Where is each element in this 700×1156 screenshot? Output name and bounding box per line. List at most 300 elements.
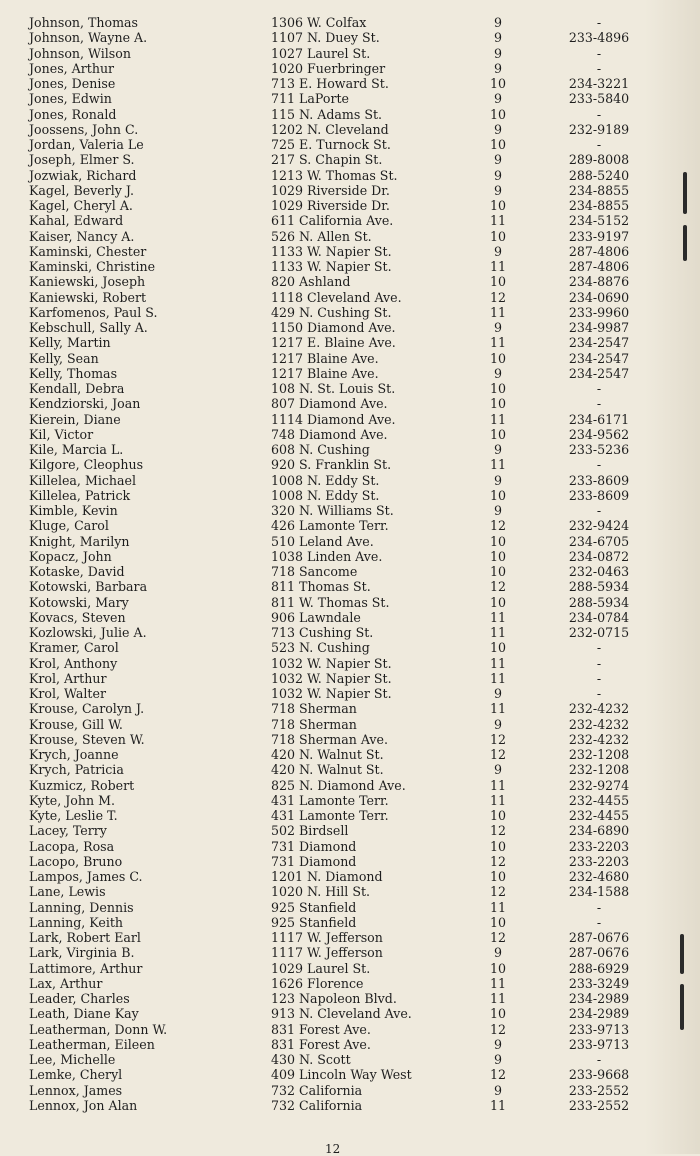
street-address: 431 Lamonte Terr. [271, 792, 389, 808]
grade-level: 12 [489, 853, 507, 869]
phone-number: 232-1208 [568, 747, 630, 762]
directory-row [0, 107, 700, 122]
student-name: Johnson, Thomas [29, 15, 139, 30]
directory-row [0, 869, 700, 884]
directory-row [0, 1067, 700, 1082]
street-address: 713 Cushing St. [271, 625, 374, 640]
phone-number: 234-8855 [568, 198, 630, 213]
student-name: Kovacs, Steven [29, 609, 126, 625]
phone-number: 233-5840 [568, 91, 630, 107]
street-address: 523 N. Cushing [271, 640, 370, 656]
directory-row [0, 320, 700, 335]
phone-number: - [596, 686, 602, 701]
street-address: 732 California [271, 1097, 363, 1113]
street-address: 431 Lamonte Terr. [271, 808, 389, 823]
phone-number: 233-2552 [568, 1097, 630, 1113]
student-name: Lanning, Dennis [29, 899, 134, 915]
street-address: 1008 N. Eddy St. [271, 472, 380, 488]
student-name: Kaminski, Chester [29, 243, 147, 259]
grade-level: 10 [489, 228, 507, 244]
student-name: Krol, Walter [29, 686, 106, 701]
phone-number: 232-0715 [568, 625, 630, 640]
directory-row [0, 945, 700, 960]
student-name: Johnson, Wilson [29, 45, 131, 61]
directory-row [0, 457, 700, 472]
grade-level: 10 [489, 274, 507, 290]
directory-row [0, 991, 700, 1006]
phone-number: 287-0676 [568, 930, 630, 945]
phone-number: 234-6705 [568, 533, 630, 549]
grade-level: 11 [489, 1097, 507, 1113]
phone-number: 232-9424 [568, 518, 630, 534]
street-address: 1029 Riverside Dr. [271, 198, 390, 213]
student-name: Leatherman, Eileen [29, 1036, 155, 1052]
directory-row [0, 122, 700, 137]
grade-level: 12 [489, 518, 507, 534]
student-name: Kopacz, John [29, 548, 112, 564]
phone-number: - [596, 899, 602, 915]
student-name: Killelea, Patrick [29, 487, 131, 503]
phone-number: 234-8876 [568, 274, 630, 290]
street-address: 811 W. Thomas St. [271, 594, 390, 610]
student-name: Kaniewski, Joseph [29, 274, 146, 290]
student-name: Lax, Arthur [29, 975, 103, 991]
phone-number: 288-5934 [568, 594, 630, 610]
student-name: Joseph, Elmer S. [29, 152, 135, 168]
phone-number: 232-4455 [568, 792, 630, 808]
grade-level: 9 [493, 1082, 502, 1098]
student-name: Kendziorski, Joan [29, 396, 141, 412]
student-name: Kilgore, Cleophus [29, 457, 144, 473]
phone-number: - [596, 1052, 602, 1067]
student-name: Kaniewski, Robert [29, 289, 147, 305]
grade-level: 12 [489, 731, 507, 747]
grade-level: 9 [493, 45, 502, 61]
student-name: Kendall, Debra [29, 381, 125, 396]
phone-number: - [596, 503, 602, 518]
grade-level: 12 [489, 884, 507, 900]
directory-row [0, 244, 700, 259]
student-name: Lane, Lewis [29, 884, 106, 900]
phone-number: 234-2989 [568, 991, 630, 1006]
student-name: Lacopa, Rosa [29, 838, 115, 854]
student-name: Kyte, John M. [29, 792, 115, 808]
student-name: Kebschull, Sally A. [29, 320, 148, 335]
margin-mark [680, 934, 684, 974]
directory-row [0, 625, 700, 640]
grade-level: 11 [489, 792, 507, 808]
street-address: 748 Diamond Ave. [271, 426, 388, 442]
street-address: 831 Forest Ave. [271, 1036, 371, 1052]
grade-level: 11 [489, 411, 507, 427]
street-address: 409 Lincoln Way West [271, 1067, 412, 1083]
phone-number: 233-9713 [568, 1036, 630, 1052]
directory-row [0, 381, 700, 396]
directory-row [0, 183, 700, 198]
directory-row [0, 213, 700, 228]
street-address: 1032 W. Napier St. [271, 655, 392, 671]
directory-row [0, 671, 700, 686]
student-name: Lee, Michelle [29, 1052, 116, 1067]
student-name: Karfomenos, Paul S. [29, 304, 158, 320]
grade-level: 11 [489, 670, 507, 686]
margin-mark [680, 984, 684, 1030]
phone-number: - [596, 396, 602, 412]
grade-level: 9 [493, 15, 502, 30]
student-name: Kil, Victor [29, 426, 94, 442]
directory-row [0, 442, 700, 457]
grade-level: 9 [493, 167, 502, 183]
student-name: Kimble, Kevin [29, 503, 118, 518]
grade-level: 10 [489, 808, 507, 823]
directory-row [0, 839, 700, 854]
grade-level: 12 [489, 1067, 507, 1083]
street-address: 510 Leland Ave. [271, 533, 374, 549]
phone-number: 287-4806 [568, 259, 630, 274]
phone-number: 232-9189 [568, 121, 630, 137]
directory-row [0, 290, 700, 305]
street-address: 123 Napoleon Blvd. [271, 991, 397, 1006]
street-address: 1202 N. Cleveland [271, 121, 389, 137]
student-name: Kuzmicz, Robert [29, 777, 135, 793]
student-name: Leader, Charles [29, 991, 130, 1006]
phone-number: 232-4232 [568, 701, 630, 717]
grade-level: 9 [493, 472, 502, 488]
street-address: 1118 Cleveland Ave. [271, 289, 402, 305]
student-name: Jones, Arthur [29, 60, 115, 76]
street-address: 1217 E. Blaine Ave. [271, 335, 396, 351]
grade-level: 11 [489, 335, 507, 351]
directory-row [0, 351, 700, 366]
grade-level: 11 [489, 975, 507, 991]
grade-level: 10 [489, 640, 507, 656]
grade-level: 12 [489, 1021, 507, 1037]
grade-level: 10 [489, 564, 507, 579]
grade-level: 11 [489, 625, 507, 640]
directory-row [0, 91, 700, 106]
directory-row [0, 1022, 700, 1037]
directory-row [0, 1037, 700, 1052]
directory-row [0, 396, 700, 411]
street-address: 1117 W. Jefferson [271, 930, 383, 945]
student-name: Kierein, Diane [29, 411, 121, 427]
grade-level: 9 [493, 91, 502, 107]
student-name: Lacey, Terry [29, 823, 107, 839]
street-address: 429 N. Cushing St. [271, 304, 392, 320]
grade-level: 12 [489, 579, 507, 595]
street-address: 718 Sherman [271, 701, 357, 717]
street-address: 811 Thomas St. [271, 579, 371, 595]
grade-level: 11 [489, 259, 507, 274]
student-name: Lennox, James [29, 1082, 123, 1098]
directory-row [0, 778, 700, 793]
phone-number: 233-5236 [568, 442, 630, 457]
street-address: 1029 Laurel St. [271, 960, 371, 976]
street-address: 1027 Laurel St. [271, 45, 371, 61]
grade-level: 11 [489, 899, 507, 915]
directory-row [0, 610, 700, 625]
margin-mark [683, 172, 687, 214]
street-address: 1150 Diamond Ave. [271, 320, 396, 335]
grade-level: 10 [489, 396, 507, 412]
directory-row [0, 473, 700, 488]
street-address: 217 S. Chapin St. [271, 152, 383, 168]
street-address: 1306 W. Colfax [271, 15, 367, 30]
directory-row [0, 1052, 700, 1067]
student-name: Joossens, John C. [29, 121, 139, 137]
directory-row [0, 808, 700, 823]
phone-number: 233-4896 [568, 30, 630, 46]
street-address: 420 N. Walnut St. [271, 762, 384, 778]
grade-level: 11 [489, 457, 507, 473]
street-address: 718 Sherman [271, 716, 357, 732]
directory-row [0, 15, 700, 30]
student-name: Kahal, Edward [29, 213, 124, 229]
student-name: Jones, Ronald [29, 106, 117, 122]
grade-level: 11 [489, 991, 507, 1006]
grade-level: 10 [489, 594, 507, 610]
grade-level: 9 [493, 320, 502, 335]
grade-level: 9 [493, 243, 502, 259]
student-name: Lampos, James C. [29, 869, 143, 884]
grade-level: 9 [493, 945, 502, 961]
phone-number: 287-0676 [568, 945, 630, 961]
street-address: 1038 Linden Ave. [271, 548, 383, 564]
street-address: 1217 Blaine Ave. [271, 350, 379, 366]
phone-number: 233-2552 [568, 1082, 630, 1098]
grade-level: 11 [489, 655, 507, 671]
directory-row [0, 930, 700, 945]
student-name: Johnson, Wayne A. [29, 30, 148, 46]
directory-row [0, 854, 700, 869]
phone-number: 233-9713 [568, 1021, 630, 1037]
student-name: Jones, Denise [29, 76, 116, 91]
grade-level: 12 [489, 930, 507, 945]
grade-level: 10 [489, 548, 507, 564]
directory-row [0, 503, 700, 518]
student-name: Killelea, Michael [29, 472, 137, 488]
street-address: 108 N. St. Louis St. [271, 381, 396, 396]
directory-row [0, 46, 700, 61]
street-address: 1133 W. Napier St. [271, 259, 392, 274]
directory-row [0, 305, 700, 320]
grade-level: 9 [493, 365, 502, 381]
street-address: 526 N. Allen St. [271, 228, 372, 244]
street-address: 732 California [271, 1082, 363, 1098]
directory-row [0, 961, 700, 976]
street-address: 713 E. Howard St. [271, 76, 389, 91]
grade-level: 10 [489, 960, 507, 976]
directory-row [0, 762, 700, 777]
phone-number: 234-2547 [568, 365, 630, 381]
page-number: 12 [325, 1142, 341, 1156]
directory-row [0, 686, 700, 701]
phone-number: 232-4232 [568, 716, 630, 732]
street-address: 1213 W. Thomas St. [271, 167, 398, 183]
directory-row [0, 1083, 700, 1098]
phone-number: 232-1208 [568, 762, 630, 778]
street-address: 1201 N. Diamond [271, 869, 383, 884]
student-name: Kagel, Beverly J. [29, 182, 134, 198]
student-name: Kluge, Carol [29, 518, 109, 534]
street-address: 913 N. Cleveland Ave. [271, 1006, 412, 1022]
phone-number: 288-6929 [568, 960, 630, 976]
grade-level: 9 [493, 1036, 502, 1052]
student-name: Kelly, Thomas [29, 365, 118, 381]
student-name: Kelly, Martin [29, 335, 111, 351]
student-name: Kotowski, Barbara [29, 579, 148, 595]
grade-level: 9 [493, 182, 502, 198]
phone-number: 288-5934 [568, 579, 630, 595]
phone-number: 234-9987 [568, 320, 630, 335]
street-address: 925 Stanfield [271, 914, 357, 930]
student-name: Kelly, Sean [29, 350, 99, 366]
student-name: Krych, Patricia [29, 762, 124, 778]
student-name: Krol, Anthony [29, 655, 118, 671]
directory-row [0, 259, 700, 274]
directory-row [0, 976, 700, 991]
grade-level: 11 [489, 213, 507, 229]
street-address: 320 N. Williams St. [271, 503, 394, 518]
grade-level: 10 [489, 838, 507, 854]
phone-number: - [596, 381, 602, 396]
directory-row [0, 366, 700, 381]
grade-level: 10 [489, 426, 507, 442]
directory-row [0, 579, 700, 594]
phone-number: - [596, 670, 602, 686]
street-address: 820 Ashland [271, 274, 351, 290]
student-name: Kozlowski, Julie A. [29, 625, 147, 640]
street-address: 1114 Diamond Ave. [271, 411, 396, 427]
directory-row [0, 534, 700, 549]
phone-number: 232-4680 [568, 869, 630, 884]
student-name: Lanning, Keith [29, 914, 124, 930]
directory-row [0, 488, 700, 503]
street-address: 115 N. Adams St. [271, 106, 383, 122]
directory-row [0, 229, 700, 244]
phone-number: 234-8855 [568, 182, 630, 198]
street-address: 420 N. Walnut St. [271, 747, 384, 762]
street-address: 1626 Florence [271, 975, 364, 991]
directory-row [0, 274, 700, 289]
student-name: Krych, Joanne [29, 747, 119, 762]
phone-number: - [596, 914, 602, 930]
street-address: 611 California Ave. [271, 213, 394, 229]
grade-level: 9 [493, 1052, 502, 1067]
grade-level: 10 [489, 198, 507, 213]
phone-number: 234-6171 [568, 411, 630, 427]
student-name: Krol, Arthur [29, 670, 107, 686]
student-name: Jones, Edwin [29, 91, 112, 107]
phone-number: - [596, 45, 602, 61]
street-address: 1107 N. Duey St. [271, 30, 380, 46]
street-address: 430 N. Scott [271, 1052, 351, 1067]
street-address: 1029 Riverside Dr. [271, 182, 390, 198]
student-name: Kaiser, Nancy A. [29, 228, 135, 244]
phone-number: 234-2989 [568, 1006, 630, 1022]
student-name: Kyte, Leslie T. [29, 808, 118, 823]
directory-row [0, 564, 700, 579]
street-address: 608 N. Cushing [271, 442, 370, 457]
grade-level: 10 [489, 487, 507, 503]
phone-number: 233-2203 [568, 853, 630, 869]
grade-level: 10 [489, 137, 507, 152]
grade-level: 11 [489, 701, 507, 717]
street-address: 1032 W. Napier St. [271, 670, 392, 686]
directory-row [0, 915, 700, 930]
phone-number: 232-4232 [568, 731, 630, 747]
grade-level: 11 [489, 777, 507, 793]
street-address: 831 Forest Ave. [271, 1021, 371, 1037]
directory-row [0, 76, 700, 91]
phone-number: 233-9197 [568, 228, 630, 244]
street-address: 426 Lamonte Terr. [271, 518, 389, 534]
directory-row [0, 137, 700, 152]
street-address: 725 E. Turnock St. [271, 137, 391, 152]
facing-page-edge [645, 0, 700, 1154]
street-address: 718 Sancome [271, 564, 358, 579]
directory-row [0, 1006, 700, 1021]
grade-level: 9 [493, 503, 502, 518]
directory-row [0, 747, 700, 762]
street-address: 502 Birdsell [271, 823, 349, 839]
directory-row [0, 656, 700, 671]
student-name: Kotowski, Mary [29, 594, 129, 610]
directory-row [0, 900, 700, 915]
phone-number: 233-2203 [568, 838, 630, 854]
directory-row [0, 640, 700, 655]
street-address: 731 Diamond [271, 838, 357, 854]
street-address: 807 Diamond Ave. [271, 396, 388, 412]
street-address: 718 Sherman Ave. [271, 731, 388, 747]
phone-number: 234-0690 [568, 289, 630, 305]
phone-number: 232-0463 [568, 564, 630, 579]
street-address: 711 LaPorte [271, 91, 349, 107]
directory-row [0, 61, 700, 76]
phone-number: - [596, 60, 602, 76]
student-name: Kaminski, Christine [29, 259, 156, 274]
phone-number: 234-9562 [568, 426, 630, 442]
phone-number: 233-3249 [568, 975, 630, 991]
street-address: 825 N. Diamond Ave. [271, 777, 406, 793]
directory-row [0, 168, 700, 183]
student-name: Lemke, Cheryl [29, 1067, 123, 1083]
street-address: 1008 N. Eddy St. [271, 487, 380, 503]
student-name: Leath, Diane Kay [29, 1006, 139, 1022]
phone-number: 289-8008 [568, 152, 630, 168]
directory-row [0, 198, 700, 213]
directory-row [0, 884, 700, 899]
street-address: 1020 N. Hill St. [271, 884, 371, 900]
student-name: Kagel, Cheryl A. [29, 198, 133, 213]
phone-number: 288-5240 [568, 167, 630, 183]
directory-row [0, 701, 700, 716]
street-address: 920 S. Franklin St. [271, 457, 392, 473]
grade-level: 12 [489, 747, 507, 762]
directory-row [0, 1098, 700, 1113]
student-name: Jozwiak, Richard [29, 167, 137, 183]
student-name: Knight, Marilyn [29, 533, 130, 549]
grade-level: 9 [493, 686, 502, 701]
grade-level: 9 [493, 716, 502, 732]
grade-level: 10 [489, 106, 507, 122]
street-address: 731 Diamond [271, 853, 357, 869]
student-name: Kile, Marcia L. [29, 442, 124, 457]
phone-number: - [596, 137, 602, 152]
student-name: Leatherman, Donn W. [29, 1021, 168, 1037]
grade-level: 10 [489, 381, 507, 396]
phone-number: 234-3221 [568, 76, 630, 91]
